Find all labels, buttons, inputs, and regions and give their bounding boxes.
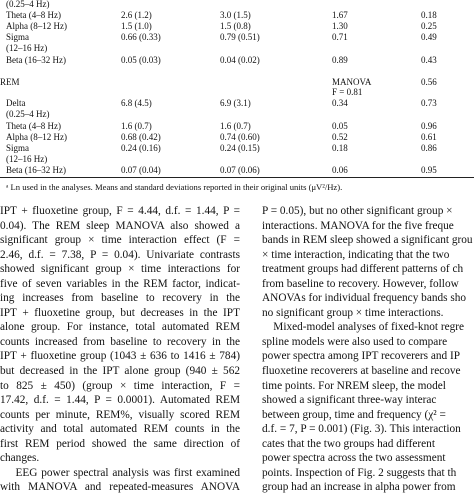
cell-p: 0.43 [421, 55, 437, 65]
cell-p: 0.25 [421, 21, 437, 31]
text-line: treatment groups had different patterns of ch [262, 263, 464, 276]
cell-p: 0.95 [421, 165, 437, 175]
cell-p: 0.18 [421, 10, 437, 20]
cell-p: 0.86 [421, 143, 437, 153]
row-label: Beta (16–32 Hz) [6, 55, 66, 65]
cell-group2: 0.79 (0.51) [220, 32, 260, 42]
cell-manova-f: F = 0.81 [332, 87, 363, 97]
text-line: 17.42, d.f. = 1.44, P = 0.0001). Automated REM [0, 394, 240, 407]
text-line: points. Inspection of Fig. 2 suggests that th [262, 466, 457, 479]
cell-group2: 0.24 (0.15) [220, 143, 260, 153]
text-line: IPT + fluoxetine group (1043 ± 636 to 1416 ± 784) [0, 350, 240, 363]
text-line: cates that the two groups had different [262, 437, 435, 450]
row-label: (12–16 Hz) [6, 154, 48, 164]
text-line: 0.04). The REM sleep MANOVA also showed a [0, 219, 240, 232]
text-line: significant group × time interaction effect (F = [0, 234, 240, 247]
text-line: no significant group × time interactions. [262, 306, 444, 319]
cell-f: 1.30 [332, 21, 348, 31]
text-line: ANOVAs for individual frequency bands sho [262, 292, 467, 305]
cell-f: 0.52 [332, 132, 348, 142]
row-label: (12–16 Hz) [6, 43, 48, 53]
row-label: Sigma [6, 32, 30, 42]
cell-p: 0.49 [421, 32, 437, 42]
row-label: Sigma [6, 143, 30, 153]
text-line: power spectra among IPT recoverers and IP [262, 350, 461, 363]
cell-group2: 0.74 (0.60) [220, 132, 260, 142]
cell-p: 0.73 [421, 98, 437, 108]
row-label: Alpha (8–12 Hz) [6, 132, 67, 142]
text-line: spline models were also used to compare [262, 335, 448, 348]
body-text-right-column [262, 204, 474, 495]
cell-group1: 0.07 (0.04) [121, 165, 161, 175]
row-label: Delta [6, 98, 26, 108]
cell-manova: MANOVA [332, 77, 372, 87]
cell-f: 0.06 [332, 165, 348, 175]
cell-f: 0.34 [332, 98, 348, 108]
text-line: five of seven variables in the REM factor, indicat- [0, 277, 240, 290]
text-line: changes. [0, 452, 40, 465]
text-line: P = 0.05), but no other significant group × [262, 205, 453, 217]
text-line: Mixed-model analyses of fixed-knot regre [262, 321, 465, 334]
text-line: showed significant group × time interactions for [0, 263, 240, 276]
text-line: counts increased from baseline to recovery in the [0, 335, 240, 348]
cell-group2: 0.04 (0.02) [220, 55, 260, 65]
cell-group1: 0.24 (0.16) [121, 143, 161, 153]
text-line: alone group. For instance, total automated REM [0, 321, 240, 334]
cell-group2: 1.5 (0.8) [220, 21, 251, 31]
text-line: group had an increase in alpha power from [262, 481, 456, 494]
text-line: but decreased in the IPT alone group (940 ± 562 [0, 365, 240, 378]
text-line: to 825 ± 450) (group × time interaction, F = [0, 379, 240, 392]
row-label: (0.25–4 Hz) [6, 0, 50, 9]
cell-p: 0.56 [421, 77, 437, 87]
table-footnote: ᵃ Ln used in the analyses. Means and standard deviations reported in their original units (μV²/Hz). [6, 182, 343, 192]
row-label: Beta (16–32 Hz) [6, 165, 66, 175]
row-label: Alpha (8–12 Hz) [6, 21, 67, 31]
cell-group1: 6.8 (4.5) [121, 98, 152, 108]
text-line: d.f. = 7, P = 0.001) (Fig. 3). This interaction [262, 423, 461, 436]
cell-f: 0.05 [332, 121, 348, 131]
text-line: from baseline to recovery. However, follow [262, 277, 459, 290]
cell-group1: 2.6 (1.2) [121, 10, 152, 20]
text-line: IPT + fluoxetine group, but decreases in the IPT [0, 306, 240, 319]
body-text-left-column [0, 204, 240, 495]
cell-group1: 0.68 (0.42) [121, 132, 161, 142]
text-line: time points. For NREM sleep, the model [262, 379, 446, 392]
cell-f: 0.18 [332, 143, 348, 153]
cell-f: 0.71 [332, 32, 348, 42]
text-line: fluoxetine recoverers at baseline and recove [262, 365, 461, 378]
text-line: counts per minute, REM%, visually scored REM [0, 408, 240, 421]
section-label-rem: REM [0, 77, 20, 87]
row-label: Theta (4–8 Hz) [6, 121, 61, 131]
cell-f: 0.89 [332, 55, 348, 65]
cell-group1: 0.05 (0.03) [121, 55, 161, 65]
text-line: bands in REM sleep showed a significant grou [262, 234, 473, 247]
text-line: activity and total automated REM counts in the [0, 423, 240, 436]
text-line: ing increases from baseline to recovery in the [0, 292, 240, 305]
text-line: × time interaction, indicating that the two [262, 248, 450, 261]
text-line: interactions. MANOVA for the five freque [262, 219, 454, 232]
cell-p: 0.61 [421, 132, 437, 142]
table-bottom-rule [0, 177, 474, 178]
text-line: EEG power spectral analysis was first examined [0, 466, 240, 479]
text-line: with MANOVA and repeated-measures ANOVA [0, 481, 240, 494]
text-line: showed a significant three-way interac [262, 394, 437, 407]
cell-p: 0.96 [421, 121, 437, 131]
text-line: first REM period showed the same direction of [0, 437, 240, 450]
cell-f: 1.67 [332, 10, 348, 20]
cell-group2: 1.6 (0.7) [220, 121, 251, 131]
cell-group2: 6.9 (3.1) [220, 98, 251, 108]
cell-group2: 3.0 (1.5) [220, 10, 251, 20]
cell-group1: 0.66 (0.33) [121, 32, 161, 42]
text-line: power spectra across the two assessment [262, 452, 446, 465]
row-label: Theta (4–8 Hz) [6, 10, 61, 20]
text-line: 2.46, d.f. = 7.38, P = 0.04). Univariate contrasts [0, 248, 240, 261]
row-label: (0.25–4 Hz) [6, 109, 50, 119]
cell-group1: 1.6 (0.7) [121, 121, 152, 131]
text-line: between group, time and frequency (χ² = [262, 408, 446, 421]
text-line: IPT + fluoxetine group, F = 4.44, d.f. = 1.44, P = [0, 205, 240, 217]
cell-group2: 0.07 (0.06) [220, 165, 260, 175]
cell-group1: 1.5 (1.0) [121, 21, 152, 31]
